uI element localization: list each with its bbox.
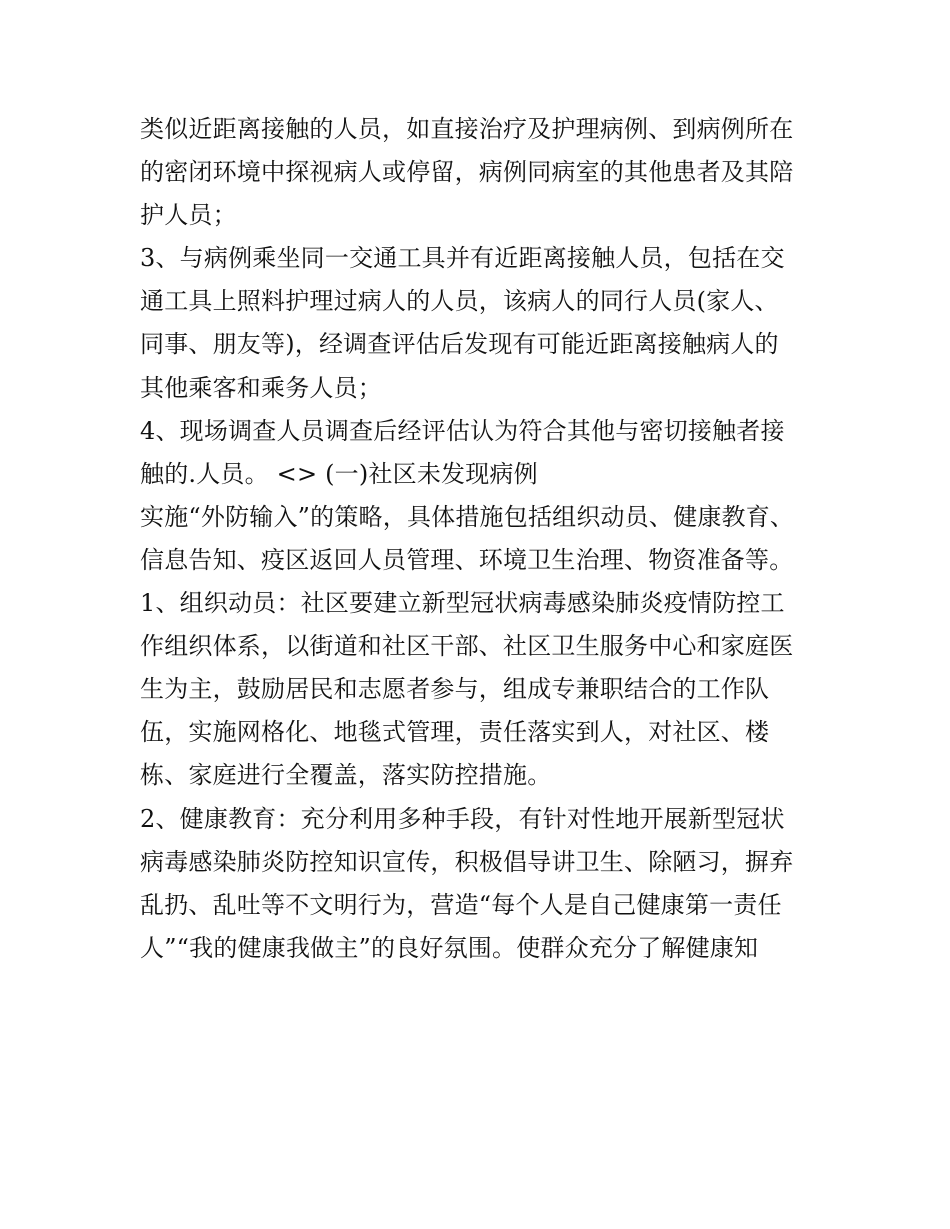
text-line: 其他乘客和乘务人员； xyxy=(140,373,382,402)
text-line: 2、健康教育：充分利用多种手段，有针对性地开展新型冠状 xyxy=(140,804,785,833)
text-line: 作组织体系，以街道和社区干部、社区卫生服务中心和家庭医 xyxy=(140,632,794,661)
text-line: 3、与病例乘坐同一交通工具并有近距离接触人员，包括在交 xyxy=(140,244,785,273)
text-line: 类似近距离接触的人员，如直接治疗及护理病例、到病例所在 xyxy=(140,115,794,143)
text-line: 的密闭环境中探视病人或停留，病例同病室的其他患者及其陪 xyxy=(140,158,794,187)
text-line: 人”“我的健康我做主”的良好氛围。使群众充分了解健康知 xyxy=(140,933,759,962)
text-line: 实施“外防输入”的策略，具体措施包括组织动员、健康教育、 xyxy=(140,502,795,531)
text-line: 栋、家庭进行全覆盖，落实防控措施。 xyxy=(140,761,552,790)
text-line: 信息告知、疫区返回人员管理、环境卫生治理、物资准备等。 xyxy=(140,545,794,574)
text-line: 4、现场调查人员调查后经评估认为符合其他与密切接触者接 xyxy=(140,416,785,445)
text-line: 护人员； xyxy=(140,201,237,230)
text-line: 乱扔、乱吐等不文明行为，营造“每个人是自己健康第一责任 xyxy=(140,890,782,919)
text-line: 通工具上照料护理过病人的人员，该病人的同行人员(家人、 xyxy=(140,287,779,316)
text-line: 病毒感染肺炎防控知识宣传，积极倡导讲卫生、除陋习，摒弃 xyxy=(140,847,794,876)
text-line: 生为主，鼓励居民和志愿者参与，组成专兼职结合的工作队 xyxy=(140,675,770,704)
text-line: 同事、朋友等)，经调查评估后发现有可能近距离接触病人的 xyxy=(140,330,779,359)
document-body xyxy=(140,108,820,970)
text-line: 1、组织动员：社区要建立新型冠状病毒感染肺炎疫情防控工 xyxy=(140,589,785,618)
text-line: 触的.人员。 <> (一)社区未发现病例 xyxy=(140,459,538,488)
text-line: 伍，实施网格化、地毯式管理，责任落实到人，对社区、楼 xyxy=(140,718,770,747)
